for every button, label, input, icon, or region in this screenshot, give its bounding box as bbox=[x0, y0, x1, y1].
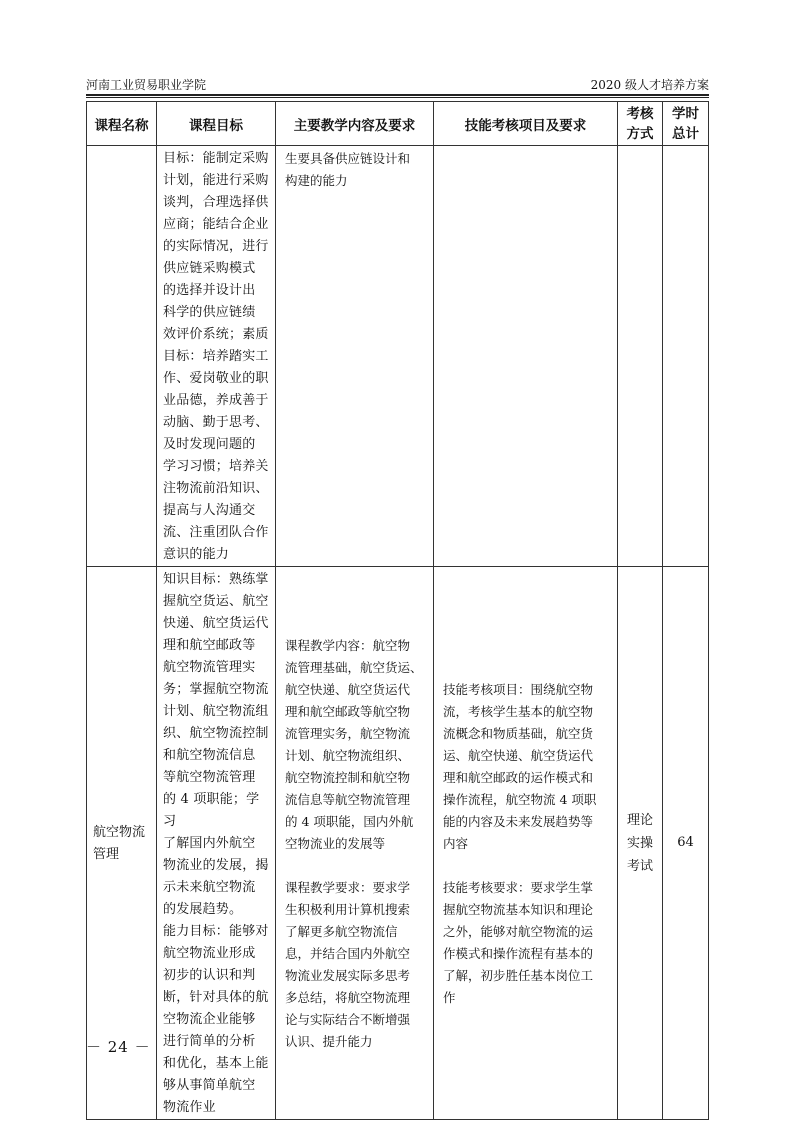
curriculum-table bbox=[86, 101, 709, 1120]
document-title: 2020 级人才培养方案 bbox=[590, 78, 709, 92]
exam-method-cell: 理论 实操 考试 bbox=[618, 567, 663, 1120]
skill-assessment-cell bbox=[434, 146, 618, 567]
course-goal-cell: 目标：能制定采购 计划，能进行采购 谈判，合理选择供 应商；能结合企业 的实际情况，进行 供应链采购模式 的选择并设计出 科学的供应链绩 效评价系统；素质 目标：培养踏实工 作、爱岗敬业的职 业品德，养成善于 动脑、勤于思考、 及时发现问题的 学习习惯；培养关 注物流前沿知识、 提高与人沟通交 流、注重团队合作 意识的能力 bbox=[157, 146, 276, 567]
header-rule-thick bbox=[86, 94, 709, 96]
col-course-name: 课程名称 bbox=[87, 102, 157, 146]
total-hours-cell: 64 bbox=[663, 567, 709, 1120]
course-name-cell: 航空物流 管理 bbox=[87, 567, 157, 1120]
exam-method-cell bbox=[618, 146, 663, 567]
skill-assessment-cell: 技能考核项目：围绕航空物 流，考核学生基本的航空物 流概念和物质基础，航空货 运、航空快递、航空货运代 理和航空邮政的运作模式和 操作流程，航空物流 4 项职 能的内容及未来发展趋势等 内容 技能考核要求：要求学生掌 握航空物流基本知识和理论 之外，能够对航空物流的运 作模式和操作流程有基本的 了解，初步胜任基本岗位工 作 bbox=[434, 567, 618, 1120]
teaching-content-cell: 生要具备供应链设计和 构建的能力 bbox=[276, 146, 434, 567]
course-name-cell bbox=[87, 146, 157, 567]
course-goal-cell: 知识目标：熟练掌 握航空货运、航空 快递、航空货运代 理和航空邮政等 航空物流管理实 务；掌握航空物流 计划、航空物流组 织、航空物流控制 和航空物流信息 等航空物流管理 的 4 项职能；学习 了解国内外航空 物流业的发展，揭 示未来航空物流 的发展趋势。 能力目标：能够对 航空物流业形成 初步的认识和判 断，针对具体的航 空物流企业能够 进行简单的分析 和优化，基本上能 够从事简单航空 物流作业 bbox=[157, 567, 276, 1120]
table-row bbox=[87, 146, 709, 567]
school-name: 河南工业贸易职业学院 bbox=[86, 78, 207, 92]
col-total-hours: 学时 总计 bbox=[663, 102, 709, 146]
teaching-content-cell: 课程教学内容：航空物 流管理基础，航空货运、 航空快递、航空货运代 理和航空邮政等航空物 流管理实务，航空物流 计划、航空物流组织、 航空物流控制和航空物 流信息等航空物流管理 的 4 项职能，国内外航 空物流业的发展等 课程教学要求：要求学 生积极利用计算机搜索 了解更多航空物流信 息，并结合国内外航空 物流业发展实际多思考 多总结，将航空物流理 论与实际结合不断增强 认识、提升能力 bbox=[276, 567, 434, 1120]
col-exam-method: 考核 方式 bbox=[618, 102, 663, 146]
page-header bbox=[86, 76, 709, 92]
table-header-row bbox=[87, 102, 709, 146]
col-course-goal: 课程目标 bbox=[157, 102, 276, 146]
page-number: － 24 － bbox=[86, 1038, 151, 1056]
col-skill-assessment: 技能考核项目及要求 bbox=[434, 102, 618, 146]
table-row bbox=[87, 567, 709, 1120]
header-rule-thin bbox=[86, 97, 709, 98]
col-teaching-content: 主要教学内容及要求 bbox=[276, 102, 434, 146]
total-hours-cell bbox=[663, 146, 709, 567]
